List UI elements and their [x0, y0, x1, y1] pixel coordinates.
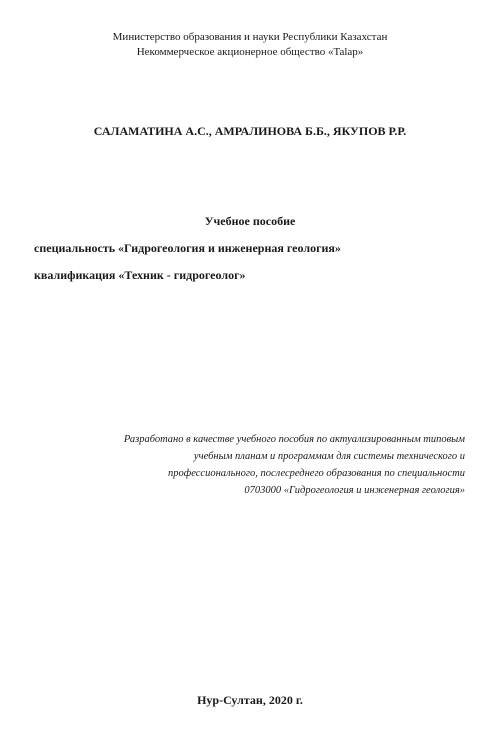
- specialty-line: специальность «Гидрогеология и инженерная геология»: [34, 241, 341, 255]
- document-type: Учебное пособие: [204, 214, 296, 228]
- description-line-4: 0703000 «Гидрогеология и инженерная геология»: [244, 485, 465, 496]
- description-line-3: профессионального, послесреднего образования по специальности: [168, 468, 465, 479]
- description-line-1: Разработано в качестве учебного пособия по актуализированным типовым: [123, 434, 465, 445]
- description-line-2: учебным планам и программам для системы технического и: [193, 451, 465, 462]
- organization-line: Некоммерческое акционерное общество «Talap»: [136, 46, 364, 58]
- ministry-line: Министерство образования и науки Республики Казахстан: [112, 31, 388, 43]
- authors-line: САЛАМАТИНА А.С., АМРАЛИНОВА Б.Б., ЯКУПОВ Р.Р.: [93, 124, 407, 138]
- place-year-line: Нур-Султан, 2020 г.: [197, 693, 303, 707]
- qualification-line: квалификация «Техник - гидрогеолог»: [34, 268, 246, 282]
